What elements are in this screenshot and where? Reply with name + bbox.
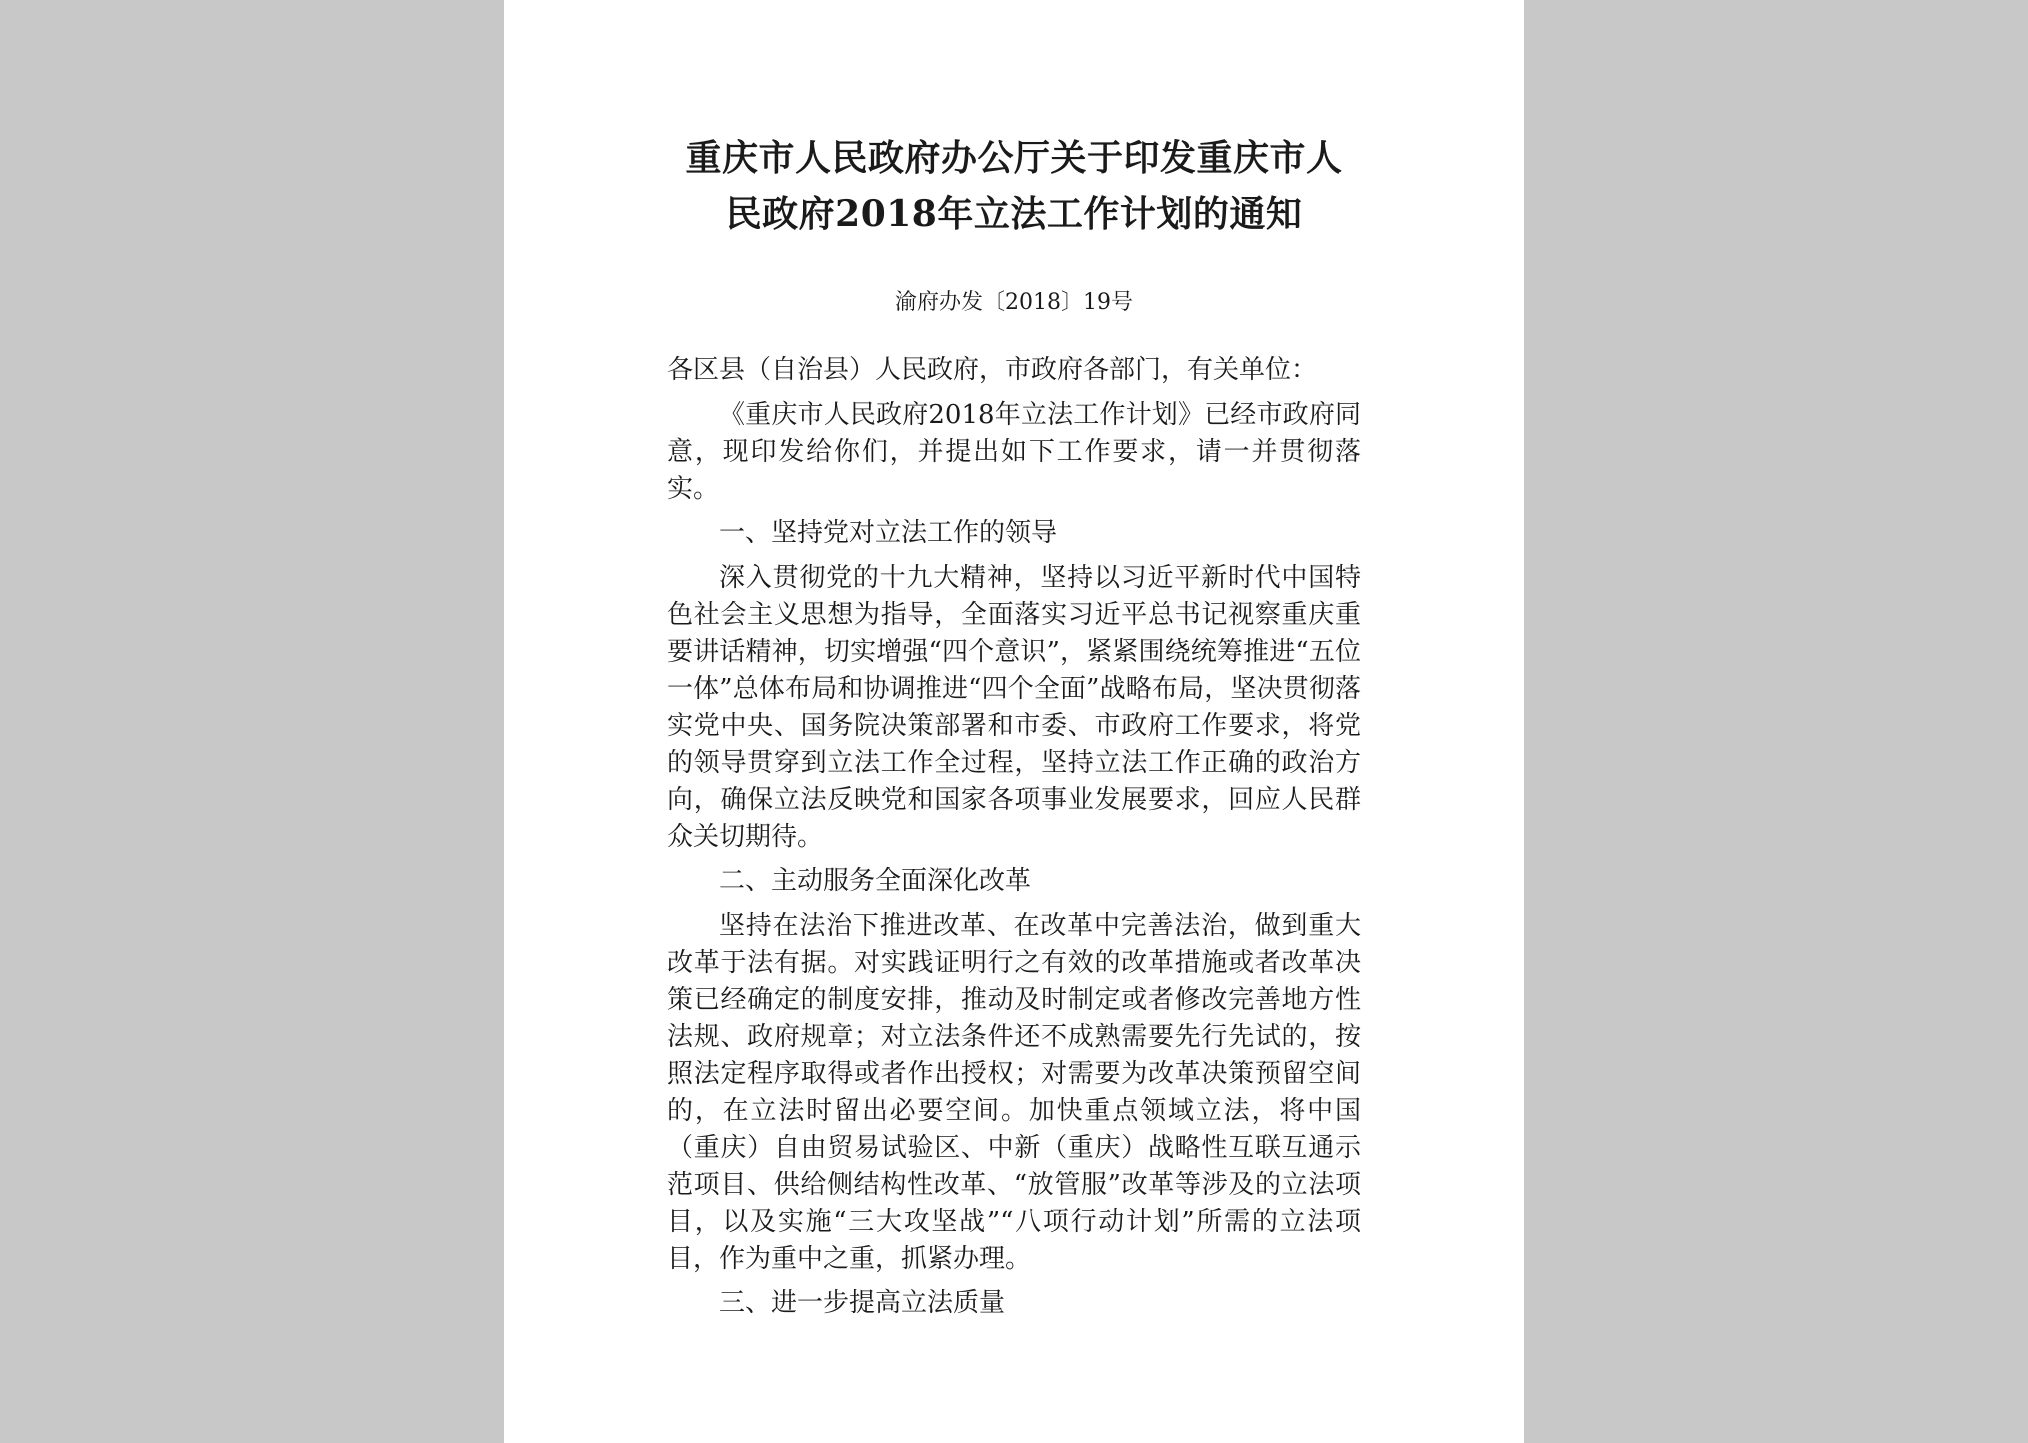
salutation: 各区县（自治县）人民政府，市政府各部门，有关单位： bbox=[667, 355, 1318, 385]
section-heading-2: 二、主动服务全面深化改革 bbox=[719, 866, 1032, 896]
section-body-2: 坚持在法治下推进改革、在改革中完善法治，做到重大改革于法有据。对实践证明行之有效的改革措施或者改革决策已经确定的制度安排，推动及时制定或者修改完善地方性法规、政府规章；对立法条件还不成熟需要先行先试的，按照法定程序取得或者作出授权；对需要为改革决策预留空间的，在立法时留出必要空间。加快重点领域立法，将中国（重庆）自由贸易试验区、中新（重庆）战略性互联互通示范项目、供给侧结构性改革、“放管服”改革等涉及的立法项目，以及实施“三大攻坚战”“八项行动计划”所需的立法项目，作为重中之重，抓紧办理。 bbox=[667, 911, 1361, 1274]
document-number: 渝府办发〔2018〕19号 bbox=[895, 290, 1133, 315]
section-heading-1: 一、坚持党对立法工作的领导 bbox=[719, 518, 1058, 548]
document-title bbox=[667, 130, 1361, 242]
intro-paragraph: 《重庆市人民政府2018年立法工作计划》已经市政府同意，现印发给你们，并提出如下工作要求，请一并贯彻落实。 bbox=[667, 400, 1361, 504]
title-line-1: 重庆市人民政府办公厅关于印发重庆市人 bbox=[685, 137, 1343, 179]
section-body-1: 深入贯彻党的十九大精神，坚持以习近平新时代中国特色社会主义思想为指导，全面落实习近平总书记视察重庆重要讲话精神，切实增强“四个意识”，紧紧围绕统筹推进“五位一体”总体布局和协调推进“四个全面”战略布局，坚决贯彻落实党中央、国务院决策部署和市委、市政府工作要求，将党的领导贯穿到立法工作全过程，坚持立法工作正确的政治方向，确保立法反映党和国家各项事业发展要求，回应人民群众关切期待。 bbox=[667, 563, 1361, 852]
title-line-2: 民政府2018年立法工作计划的通知 bbox=[725, 193, 1303, 235]
document-body bbox=[667, 352, 1361, 1322]
section-heading-3: 三、进一步提高立法质量 bbox=[719, 1288, 1006, 1318]
document-page bbox=[504, 0, 1524, 1443]
